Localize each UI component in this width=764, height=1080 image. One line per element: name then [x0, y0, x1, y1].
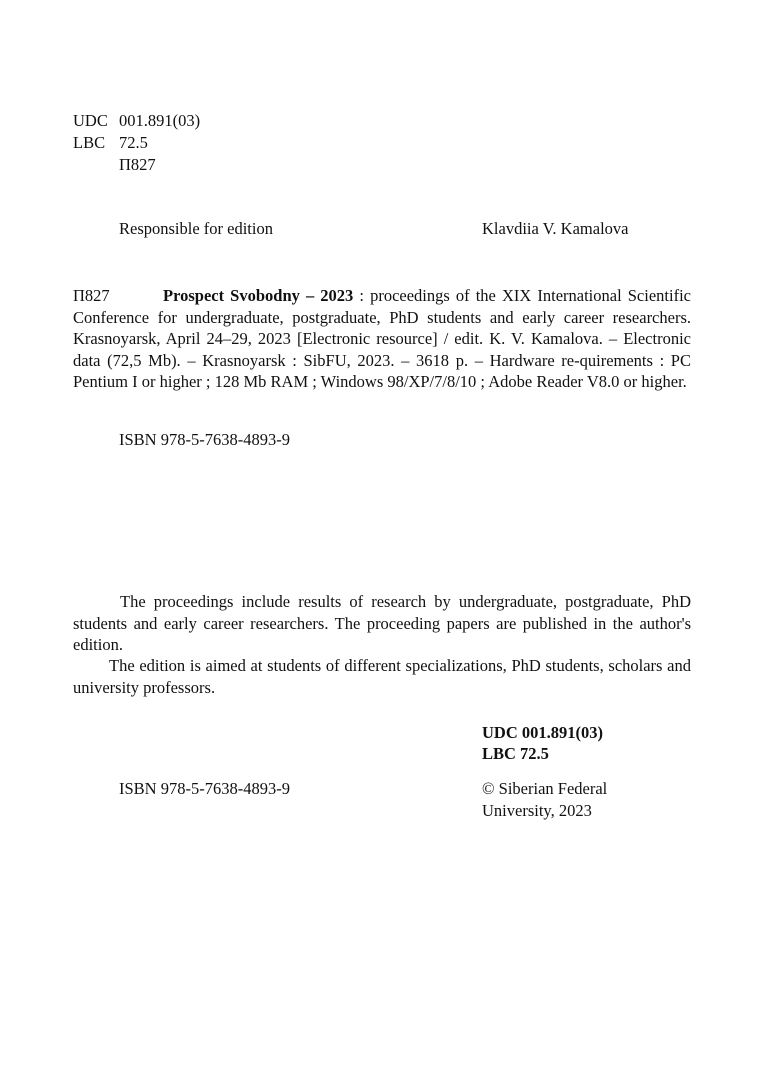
responsible-name: Klavdiia V. Kamalova	[482, 219, 629, 238]
annotation-paragraph-2: The edition is aimed at students of different specializations, PhD students, scholars and university professors.	[73, 656, 691, 697]
lbc-bottom: LBC 72.5	[482, 744, 549, 763]
copyright-line-1: © Siberian Federal	[482, 779, 608, 798]
author-mark: П827	[119, 155, 156, 174]
lbc-top-label: LBC	[73, 133, 106, 152]
lbc-top-value: 72.5	[119, 133, 148, 152]
copyright-line-2: University, 2023	[482, 801, 592, 820]
annotation-paragraph-1: The proceedings include results of research by undergraduate, postgraduate, PhD students and early career researchers. The proceeding papers are published in the author's edition.	[73, 592, 691, 654]
udc-top-value: 001.891(03)	[119, 111, 201, 130]
bibliographic-code: П827	[73, 286, 110, 305]
isbn-top: ISBN 978-5-7638-4893-9	[119, 430, 290, 449]
bibliographic-text: : proceedings of the XIX International Scientific Conference for undergraduate, postgraduate, PhD students and early career researchers. Krasnoyarsk, April 24–29, 2023 [Electronic resource] / edit. K. V. Kamalova. – Electronic data (72,5 Mb). – Krasnoyarsk : SibFU, 2023. – 3618 p. – Hardware re-quirements : PC Pentium I or higher ; 128 Mb RAM ; Windows 98/XP/7/8/10 ; Adobe Reader V8.0 or higher.	[73, 286, 691, 391]
isbn-bottom: ISBN 978-5-7638-4893-9	[119, 779, 290, 798]
udc-top-label: UDC	[73, 111, 108, 130]
responsible-label: Responsible for edition	[119, 219, 273, 238]
bibliographic-title: Prospect Svobodny – 2023	[163, 286, 354, 305]
udc-bottom: UDC 001.891(03)	[482, 723, 603, 742]
bibliographic-description	[73, 285, 691, 393]
